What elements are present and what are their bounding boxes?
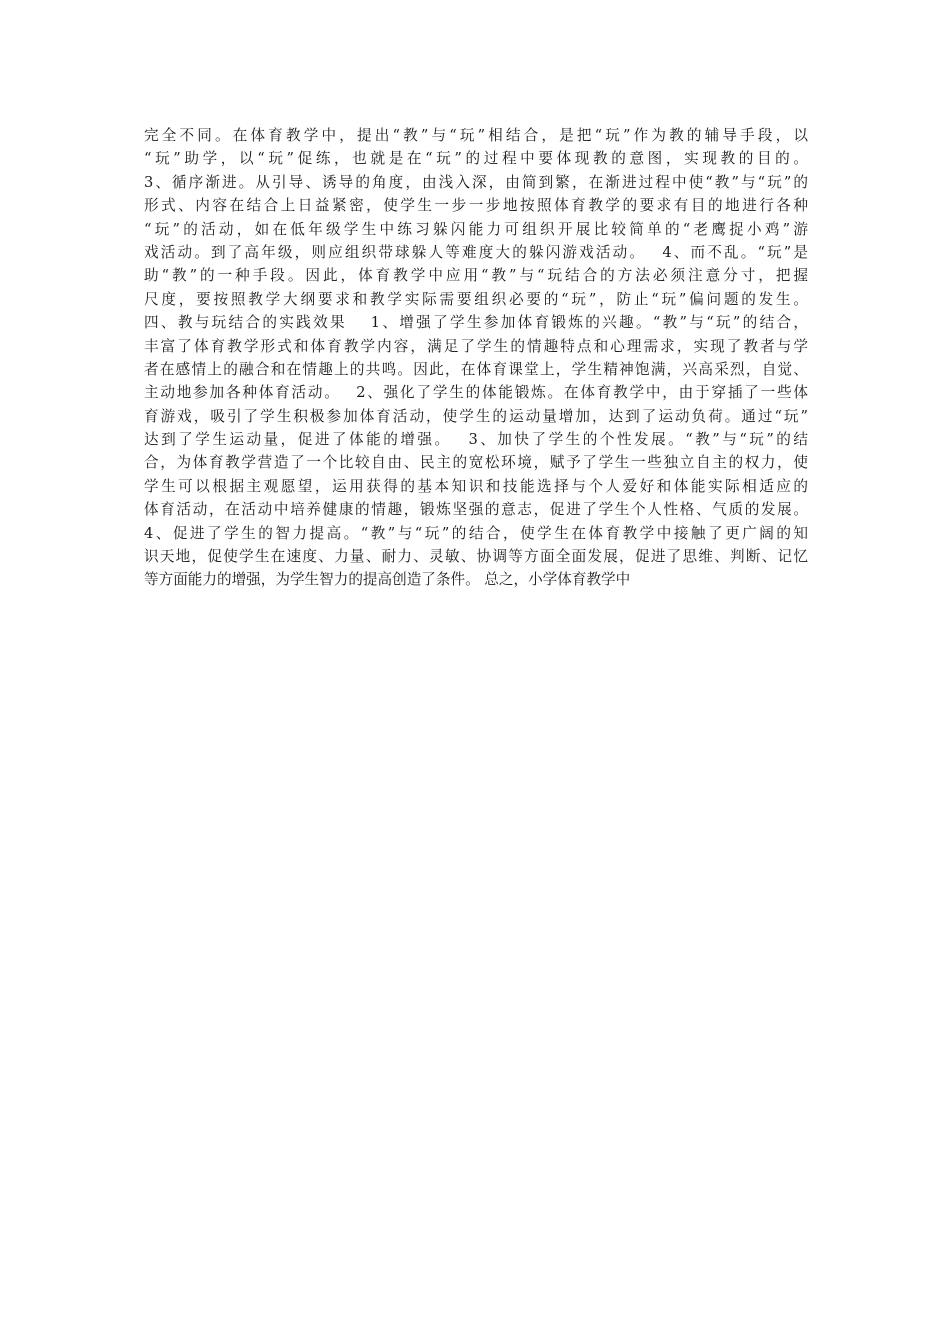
text-line: 育游戏，吸引了学生积极参加体育活动，使学生的运动量增加，达到了运动负荷。通过“玩” [144,407,808,425]
text-line: 4、促进了学生的智力提高。“教”与“玩”的结合，使学生在体育教学中接触了更广阔的知 [144,524,808,542]
text-line: 识天地，促使学生在速度、力量、耐力、灵敏、协调等方面全面发展，促进了思维、判断、记忆 [144,548,808,566]
text-line: 助“教”的一种手段。因此，体育教学中应用“教”与“玩结合的方法必须注意分寸，把握 [144,267,808,285]
text-line: 完全不同。在体育教学中，提出“教”与“玩”相结合，是把“玩”作为教的辅导手段，以 [144,127,808,144]
text-line: “玩”的活动，如在低年级学生中练习躲闪能力可组织开展比较简单的“老鹰捉小鸡”游 [144,220,808,238]
text-line: 四、教与玩结合的实践效果 1、增强了学生参加体育锻炼的兴趣。“教”与“玩”的结合， [144,314,808,332]
text-line: 学生可以根据主观愿望，运用获得的基本知识和技能选择与个人爱好和体能实际相适应的 [144,477,808,495]
text-line: 体育活动，在活动中培养健康的情趣，锻炼坚强的意志，促进了学生个人性格、气质的发展。 [144,501,808,519]
text-line: 尺度，要按照教学大纲要求和教学实际需要组织必要的“玩”，防止“玩”偏问题的发生。 [144,290,808,308]
text-line: 形式、内容在结合上日益紧密，使学生一步一步地按照体育教学的要求有目的地进行各种 [144,197,808,215]
text-line: 者在感情上的融合和在情趣上的共鸣。因此，在体育课堂上，学生精神饱满，兴高采烈，自觉、 [144,360,808,378]
text-line: 丰富了体育教学形式和体育教学内容，满足了学生的情趣特点和心理需求，实现了教者与学 [144,337,808,355]
text-line: 等方面能力的增强，为学生智力的提高创造了条件。 总之，小学体育教学中 [144,571,631,589]
text-line: 达到了学生运动量，促进了体能的增强。 3、加快了学生的个性发展。“教”与“玩”的结 [144,431,808,449]
text-line: 合，为体育教学营造了一个比较自由、民主的宽松环境，赋予了学生一些独立自主的权力，使 [144,454,808,472]
text-line: 戏活动。到了高年级，则应组织带球躲人等难度大的躲闪游戏活动。 4、而不乱。“玩”是 [144,243,808,261]
body-text [144,124,808,592]
text-line: 主动地参加各种体育活动。 2、强化了学生的体能锻炼。在体育教学中，由于穿插了一些体 [144,384,808,402]
text-line: 3、循序渐进。从引导、诱导的角度，由浅入深，由简到繁，在渐进过程中使“教”与“玩”的 [144,173,808,191]
text-line: “玩”助学，以“玩”促练，也就是在“玩”的过程中要体现教的意图，实现教的目的。 [144,150,808,168]
